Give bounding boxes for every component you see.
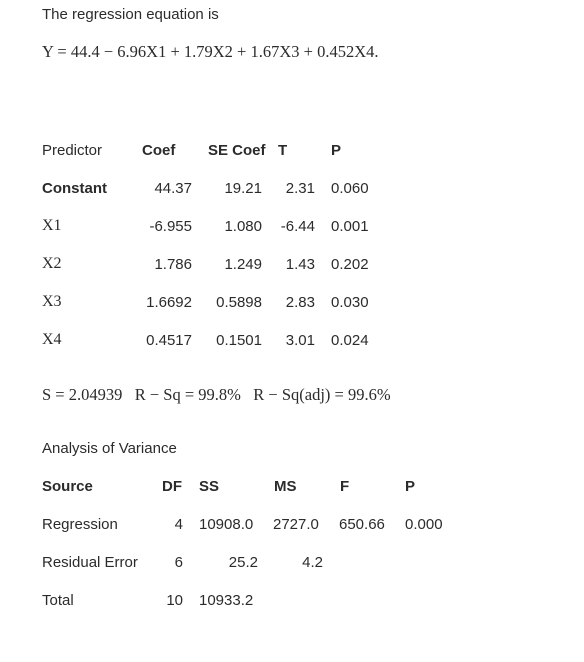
ms-value: 4.2: [302, 554, 323, 571]
fit-statistics: S = 2.04939 R − Sq = 99.8% R − Sq(adj) = 99.6%: [42, 385, 391, 404]
header-p: P: [331, 142, 342, 159]
header-predictor: Predictor: [42, 142, 103, 159]
df-value: 4: [174, 516, 183, 533]
p-value: 0.024: [331, 332, 369, 349]
coef-value: 1.786: [154, 256, 192, 273]
df-value: 6: [174, 554, 183, 571]
coef-value: 0.4517: [146, 332, 192, 349]
df-value: 10: [166, 592, 183, 609]
f-value: 650.66: [339, 516, 385, 533]
se-coef-value: 0.1501: [216, 332, 262, 349]
intro-text: The regression equation is: [42, 6, 219, 23]
header-f: F: [340, 478, 350, 495]
header-se-coef: SE Coef: [208, 142, 266, 159]
p-value: 0.001: [331, 218, 369, 235]
se-coef-value: 0.5898: [216, 294, 262, 311]
header-t: T: [278, 142, 288, 159]
predictor-x1: X1: [42, 217, 62, 234]
se-coef-value: 19.21: [224, 180, 262, 197]
header-df: DF: [162, 478, 182, 495]
ss-value: 10908.0: [199, 516, 254, 533]
source-regression: Regression: [42, 516, 118, 533]
coef-value: -6.955: [149, 218, 192, 235]
p-value: 0.030: [331, 294, 369, 311]
anova-title: Analysis of Variance: [42, 440, 177, 457]
ss-value: 25.2: [228, 554, 258, 571]
t-value: -6.44: [280, 218, 315, 235]
source-total: Total: [42, 592, 74, 609]
source-residual-error: Residual Error: [42, 554, 138, 571]
header-ms: MS: [274, 478, 297, 495]
anova-p-value: 0.000: [405, 516, 443, 533]
p-value: 0.060: [331, 180, 369, 197]
se-coef-value: 1.249: [224, 256, 262, 273]
ms-value: 2727.0: [273, 516, 319, 533]
predictor-x4: X4: [42, 331, 62, 348]
coef-value: 1.6692: [146, 294, 192, 311]
t-value: 2.83: [285, 294, 315, 311]
se-coef-value: 1.080: [224, 218, 262, 235]
coef-value: 44.37: [154, 180, 192, 197]
p-value: 0.202: [331, 256, 369, 273]
t-value: 2.31: [285, 180, 315, 197]
t-value: 3.01: [285, 332, 315, 349]
predictor-x2: X2: [42, 255, 62, 272]
regression-equation: Y = 44.4 − 6.96X1 + 1.79X2 + 1.67X3 + 0.452X4.: [42, 42, 379, 61]
header-coef: Coef: [142, 142, 176, 159]
ss-value: 10933.2: [199, 592, 254, 609]
header-ss: SS: [199, 478, 220, 495]
predictor-x3: X3: [42, 293, 62, 310]
header-anova-p: P: [405, 478, 416, 495]
header-source: Source: [42, 478, 93, 495]
t-value: 1.43: [285, 256, 315, 273]
predictor-constant: Constant: [42, 180, 107, 197]
